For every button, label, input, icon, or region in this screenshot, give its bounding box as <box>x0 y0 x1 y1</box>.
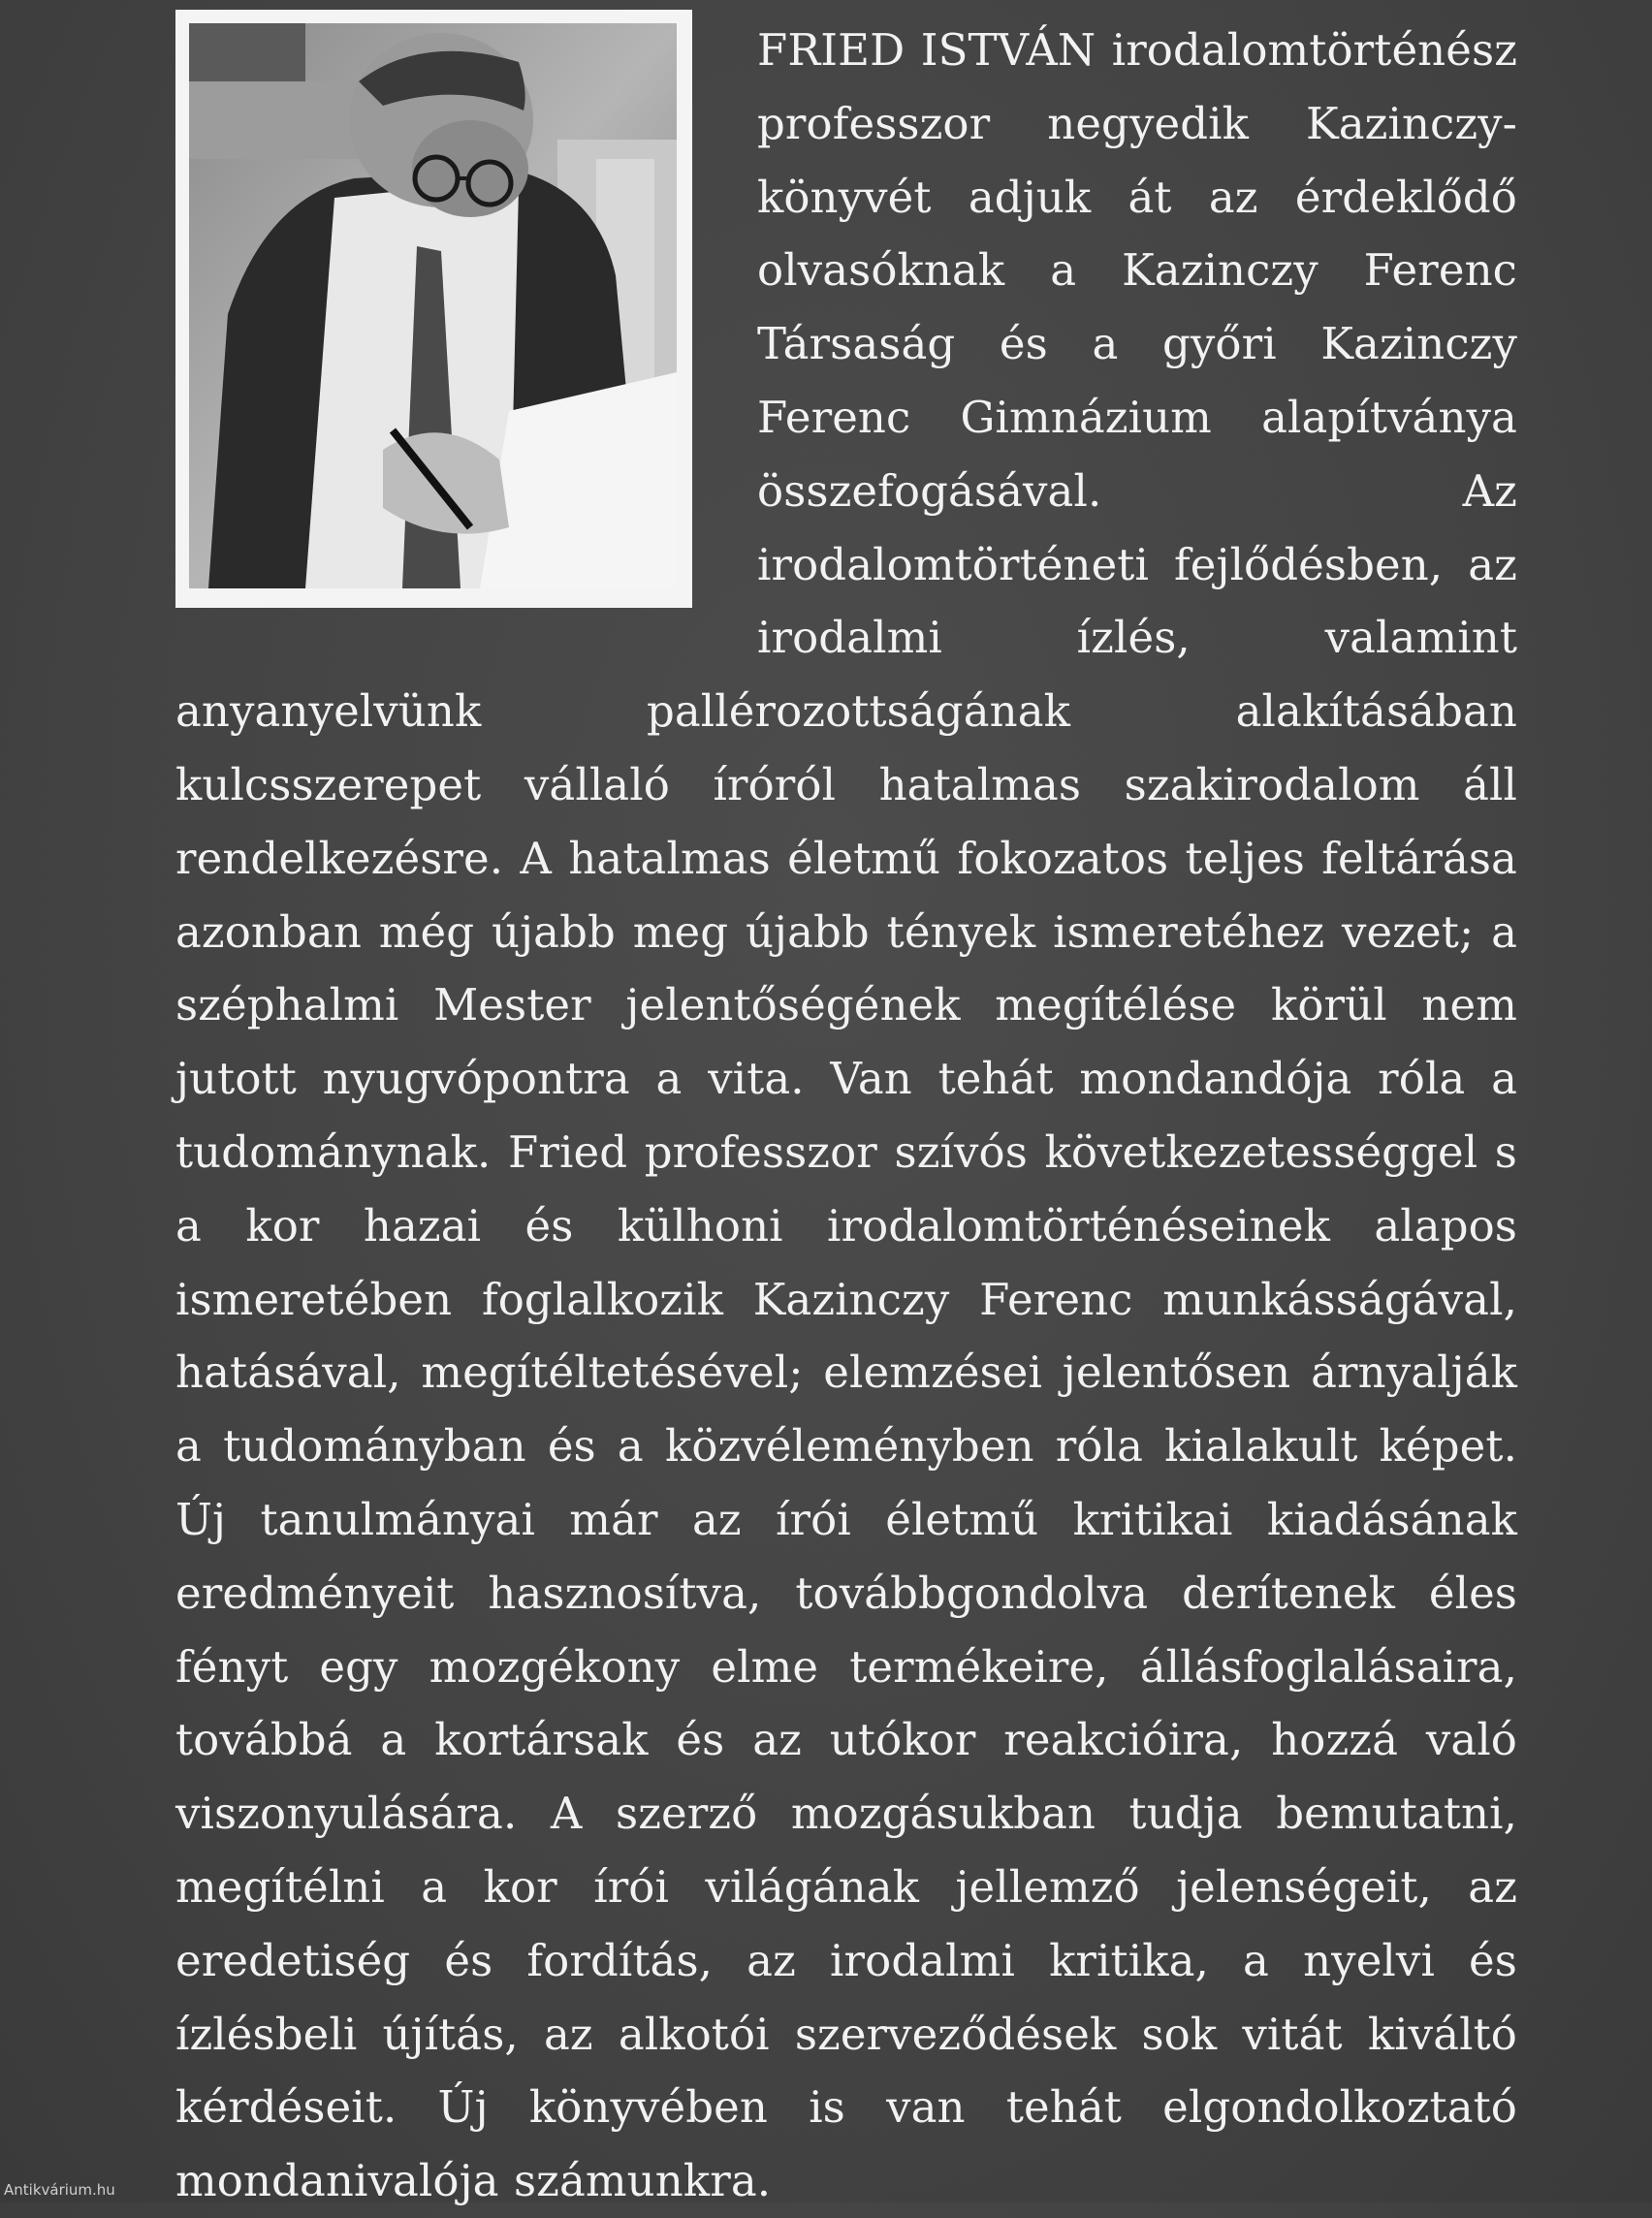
book-description-paragraph: FRIED ISTVÁN irodalomtörténész professzor negyedik Kazinczy-könyvét adjuk át az érdeklődő olvasóknak a Kazinczy Ferenc Társaság és a győri Kazinczy Ferenc Gimnázium alapítványa összefogásával. Az irodalomtörténeti fejlődésben, az irodalmi ízlés, valamint anyanyelvünk pallérozottságának alakításában kulcsszerepet vállaló íróról hatalmas szakirodalom áll rendelkezésre. A hatalmas életmű fokozatos teljes feltárása azonban még újabb meg újabb tények ismeretéhez vezet; a széphalmi Mester jelentőségének megítélése körül nem jutott nyugvópontra a vita. Van tehát mondandója róla a tudománynak. Fried professzor szívós következetességgel s a kor hazai és külhoni irodalomtörténéseinek alapos ismeretében foglalkozik Kazinczy Ferenc munkásságával, hatásával, megítéltetésével; elemzései jelentősen árnyalják a tudományban és a közvéleményben róla kialakult képet. Új tanulmányai már az írói életmű kritikai kiadásának eredményeit hasznosítva, továbbgondolva derítenek éles fényt egy mozgékony elme termékeire, állásfoglalásaira, továbbá a kortársak és az utókor reakcióira, hozzá való viszonyulására. A szerző mozgásukban tudja bemutatni, megítélni a kor írói világának jellemző jelenségeit, az eredetiség és fordítás, az irodalmi kritika, a nyelvi és ízlésbeli újítás, az alkotói szerveződések sok vitát kiváltó kérdéseit. Új könyvében is van tehát elgondolkoztató mondanivalója számunkra. <box>175 24 1517 2207</box>
photo-spacer <box>175 14 757 649</box>
watermark-text: Antikvárium.hu <box>4 2181 115 2199</box>
back-cover-text <box>175 14 1517 2218</box>
